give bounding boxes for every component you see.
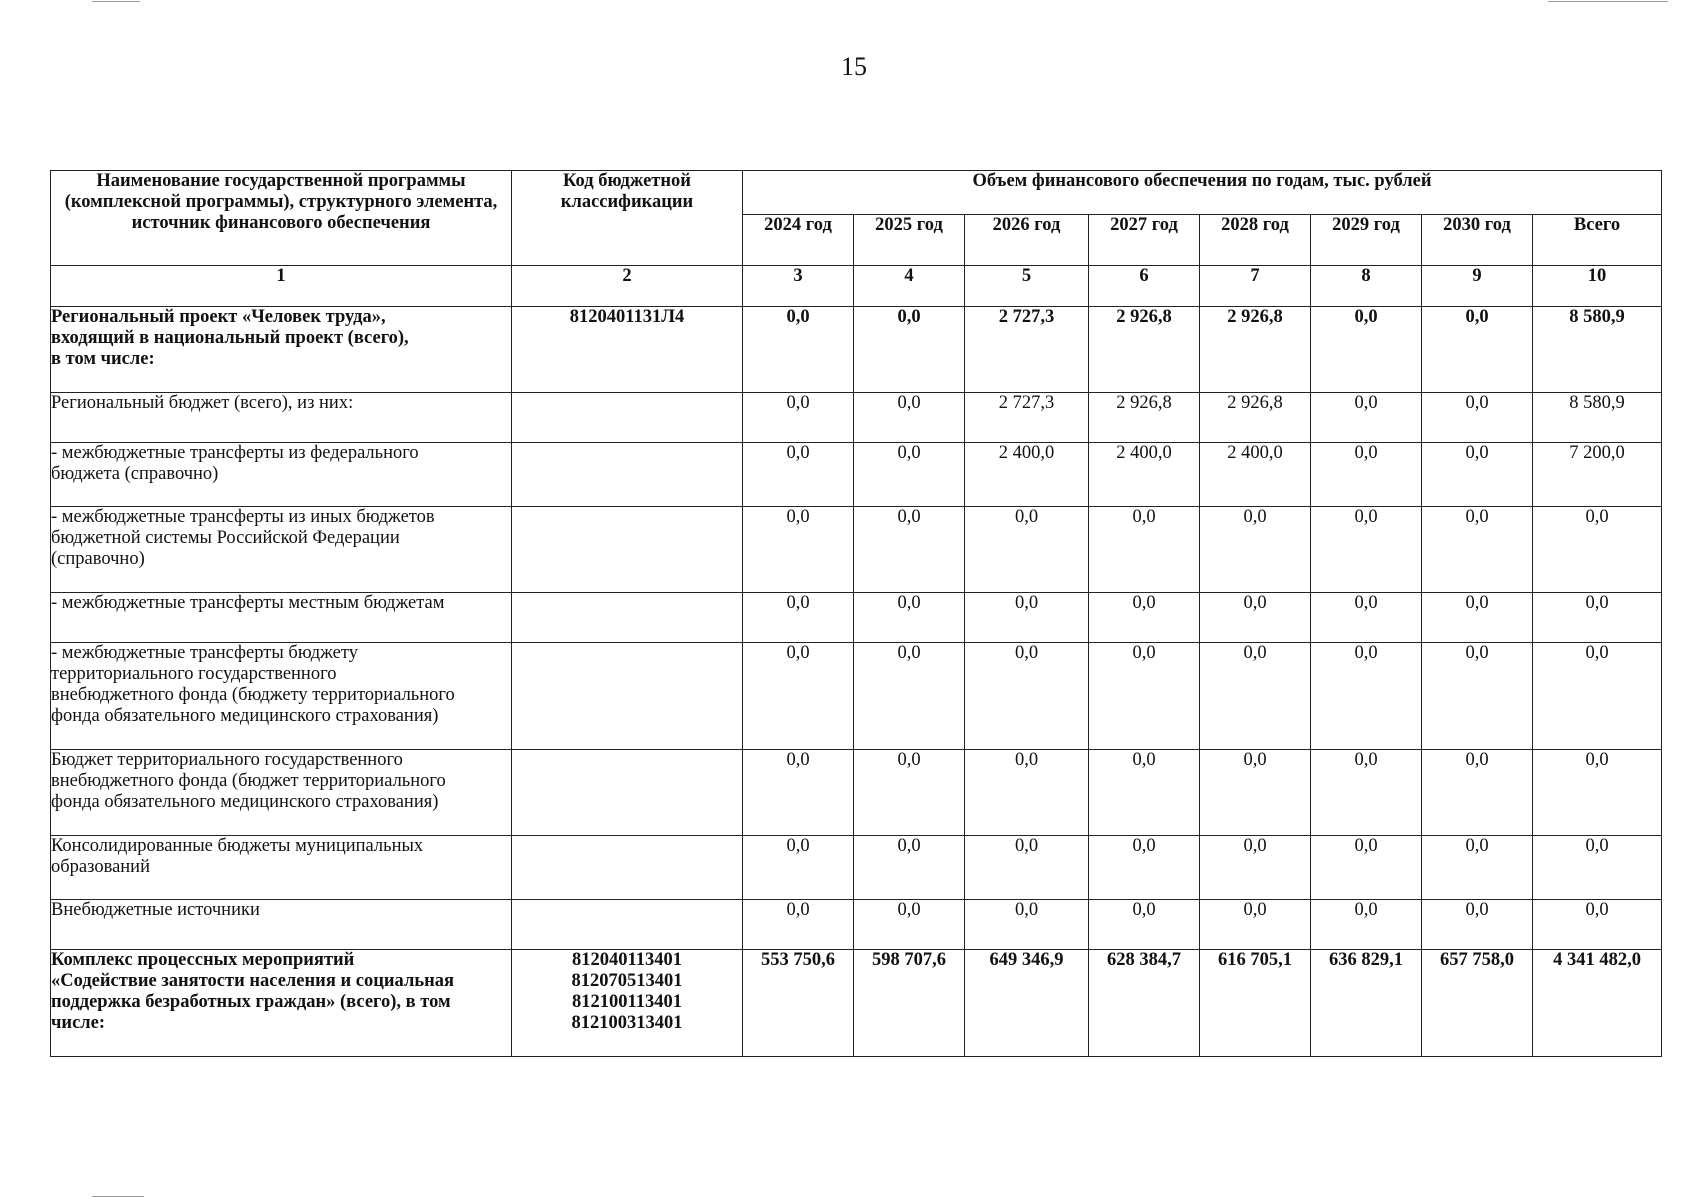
header-row-top	[51, 171, 1662, 215]
row-code-line: 812100113401	[572, 992, 682, 1012]
row-name-line: Бюджет территориального государственного	[51, 750, 403, 770]
row-name-line: внебюджетного фонда (бюджету территориального	[51, 685, 455, 705]
row-year-value: 2 727,3	[965, 307, 1089, 393]
row-year-value: 0,0	[1089, 900, 1200, 950]
row-year-value: 0,0	[743, 836, 854, 900]
row-name-line: в том числе:	[51, 349, 155, 369]
row-year-value: 0,0	[854, 750, 965, 836]
row-year-value: 0,0	[743, 900, 854, 950]
row-year-value: 0,0	[1200, 900, 1311, 950]
row-year-value: 636 829,1	[1311, 950, 1422, 1057]
scan-mark	[1548, 1, 1668, 2]
row-year-value: 0,0	[1200, 643, 1311, 750]
row-year-value: 0,0	[1311, 750, 1422, 836]
row-year-value: 0,0	[1422, 307, 1533, 393]
row-code	[512, 643, 743, 750]
table-row	[51, 643, 1662, 750]
row-year-value: 0,0	[1089, 643, 1200, 750]
financing-table	[50, 170, 1662, 1057]
row-year-value: 0,0	[1200, 593, 1311, 643]
row-total-value: 0,0	[1533, 750, 1662, 836]
row-year-value: 0,0	[1422, 643, 1533, 750]
row-year-value: 0,0	[1311, 900, 1422, 950]
row-name-line: Региональный проект «Человек труда»,	[51, 307, 386, 327]
row-total-value: 0,0	[1533, 593, 1662, 643]
row-name-line: - межбюджетные трансферты бюджету	[51, 643, 358, 663]
header-year: 2030 год	[1422, 215, 1533, 266]
page-number: 15	[841, 52, 867, 81]
row-year-value: 0,0	[1089, 507, 1200, 593]
table-row	[51, 900, 1662, 950]
row-total-value: 8 580,9	[1533, 307, 1662, 393]
row-name-line: Консолидированные бюджеты муниципальных	[51, 836, 424, 856]
row-year-value: 0,0	[1311, 836, 1422, 900]
row-name-line: - межбюджетные трансферты из иных бюджетов	[51, 507, 435, 527]
row-code	[512, 900, 743, 950]
header-year: 2026 год	[965, 215, 1089, 266]
row-name-line: - межбюджетные трансферты из федерального	[51, 443, 419, 463]
row-year-value: 0,0	[1422, 836, 1533, 900]
row-year-value: 0,0	[743, 593, 854, 643]
row-year-value: 598 707,6	[854, 950, 965, 1057]
row-name	[51, 750, 512, 836]
row-year-value: 0,0	[1311, 307, 1422, 393]
row-year-value: 0,0	[965, 836, 1089, 900]
row-total-value: 8 580,9	[1533, 393, 1662, 443]
column-number: 5	[965, 266, 1089, 307]
row-year-value: 0,0	[1422, 507, 1533, 593]
row-year-value: 2 400,0	[965, 443, 1089, 507]
row-name	[51, 643, 512, 750]
row-total-value: 0,0	[1533, 507, 1662, 593]
row-name-line: - межбюджетные трансферты местным бюджетам	[51, 593, 445, 613]
row-year-value: 649 346,9	[965, 950, 1089, 1057]
row-name	[51, 393, 512, 443]
header-year: 2024 год	[743, 215, 854, 266]
row-code-line: 812100313401	[571, 1013, 683, 1033]
column-number-row	[51, 266, 1662, 307]
row-code	[512, 593, 743, 643]
row-name	[51, 443, 512, 507]
row-name-line: поддержка безработных граждан» (всего), в том	[51, 992, 451, 1012]
row-year-value: 0,0	[854, 836, 965, 900]
row-code-line: 812070513401	[571, 971, 683, 991]
table-row	[51, 307, 1662, 393]
row-year-value: 0,0	[965, 507, 1089, 593]
row-year-value: 0,0	[743, 643, 854, 750]
row-year-value: 0,0	[743, 443, 854, 507]
row-year-value: 0,0	[965, 900, 1089, 950]
column-number: 3	[743, 266, 854, 307]
row-year-value: 0,0	[1422, 750, 1533, 836]
row-year-value: 0,0	[1422, 593, 1533, 643]
row-code-line: 8120401131Л4	[569, 307, 685, 327]
row-name	[51, 950, 512, 1057]
row-code	[512, 393, 743, 443]
row-year-value: 0,0	[1089, 593, 1200, 643]
row-name-line: Региональный бюджет (всего), из них:	[51, 393, 354, 413]
row-name-line: бюджета (справочно)	[51, 464, 219, 484]
header-code: Код бюджетной классификации	[512, 171, 743, 266]
header-year: 2027 год	[1089, 215, 1200, 266]
row-name-line: входящий в национальный проект (всего),	[51, 328, 409, 348]
row-total-value: 0,0	[1533, 836, 1662, 900]
row-code	[512, 750, 743, 836]
row-name-line: внебюджетного фонда (бюджет территориального	[51, 771, 446, 791]
row-year-value: 0,0	[743, 750, 854, 836]
row-year-value: 0,0	[1311, 643, 1422, 750]
row-year-value: 657 758,0	[1422, 950, 1533, 1057]
column-number: 1	[51, 266, 512, 307]
header-funding-group: Объем финансового обеспечения по годам, тыс. рублей	[743, 171, 1662, 215]
row-total-value: 0,0	[1533, 900, 1662, 950]
row-year-value: 2 926,8	[1089, 393, 1200, 443]
row-year-value: 2 400,0	[1200, 443, 1311, 507]
row-name-line: фонда обязательного медицинского страхования)	[51, 706, 439, 726]
header-name: Наименование государственной программы (комплексной программы), структурного элемента, источник финансового обеспечения	[51, 171, 512, 266]
header-year: 2029 год	[1311, 215, 1422, 266]
row-code	[512, 950, 743, 1057]
row-year-value: 0,0	[743, 307, 854, 393]
row-total-value: 4 341 482,0	[1533, 950, 1662, 1057]
row-year-value: 0,0	[854, 643, 965, 750]
row-year-value: 0,0	[1422, 900, 1533, 950]
row-year-value: 0,0	[1200, 750, 1311, 836]
column-number: 4	[854, 266, 965, 307]
scan-mark	[92, 1, 140, 2]
row-year-value: 2 727,3	[965, 393, 1089, 443]
row-year-value: 0,0	[854, 393, 965, 443]
header-total: Всего	[1533, 215, 1662, 266]
row-year-value: 0,0	[854, 507, 965, 593]
column-number: 8	[1311, 266, 1422, 307]
row-name-line: числе:	[51, 1013, 106, 1033]
row-year-value: 2 926,8	[1200, 393, 1311, 443]
row-year-value: 0,0	[854, 307, 965, 393]
row-year-value: 0,0	[1089, 750, 1200, 836]
table-row	[51, 950, 1662, 1057]
row-year-value: 0,0	[965, 750, 1089, 836]
row-year-value: 0,0	[743, 507, 854, 593]
row-code-line: 812040113401	[572, 950, 682, 970]
row-code	[512, 307, 743, 393]
row-year-value: 0,0	[1089, 836, 1200, 900]
row-year-value: 2 400,0	[1089, 443, 1200, 507]
row-year-value: 0,0	[965, 593, 1089, 643]
row-year-value: 0,0	[854, 593, 965, 643]
row-code	[512, 443, 743, 507]
header-year: 2028 год	[1200, 215, 1311, 266]
row-year-value: 616 705,1	[1200, 950, 1311, 1057]
scan-mark	[92, 1196, 144, 1197]
row-total-value: 7 200,0	[1533, 443, 1662, 507]
row-name	[51, 593, 512, 643]
row-year-value: 0,0	[1200, 507, 1311, 593]
row-year-value: 0,0	[1422, 393, 1533, 443]
row-name-line: Внебюджетные источники	[51, 900, 260, 920]
row-name	[51, 836, 512, 900]
table-row	[51, 593, 1662, 643]
column-number: 6	[1089, 266, 1200, 307]
row-total-value: 0,0	[1533, 643, 1662, 750]
row-year-value: 2 926,8	[1200, 307, 1311, 393]
row-year-value: 0,0	[1311, 507, 1422, 593]
row-year-value: 0,0	[854, 900, 965, 950]
row-code	[512, 836, 743, 900]
row-year-value: 0,0	[854, 443, 965, 507]
row-name-line: бюджетной системы Российской Федерации	[51, 528, 400, 548]
row-year-value: 0,0	[1422, 443, 1533, 507]
row-name-line: территориального государственного	[51, 664, 337, 684]
table-row	[51, 836, 1662, 900]
row-code	[512, 507, 743, 593]
row-year-value: 553 750,6	[743, 950, 854, 1057]
row-year-value: 0,0	[1311, 593, 1422, 643]
row-year-value: 0,0	[965, 643, 1089, 750]
column-number: 7	[1200, 266, 1311, 307]
table-row	[51, 507, 1662, 593]
column-number: 2	[512, 266, 743, 307]
row-year-value: 0,0	[743, 393, 854, 443]
table-row	[51, 750, 1662, 836]
row-name	[51, 307, 512, 393]
row-name-line: «Содействие занятости населения и социальная	[51, 971, 455, 991]
row-name	[51, 900, 512, 950]
row-year-value: 0,0	[1311, 443, 1422, 507]
row-year-value: 628 384,7	[1089, 950, 1200, 1057]
column-number: 9	[1422, 266, 1533, 307]
row-year-value: 0,0	[1200, 836, 1311, 900]
table-row	[51, 393, 1662, 443]
row-year-value: 0,0	[1311, 393, 1422, 443]
column-number: 10	[1533, 266, 1662, 307]
row-name-line: Комплекс процессных мероприятий	[51, 950, 355, 970]
row-name-line: фонда обязательного медицинского страхования)	[51, 792, 439, 812]
header-year: 2025 год	[854, 215, 965, 266]
table-row	[51, 443, 1662, 507]
row-year-value: 2 926,8	[1089, 307, 1200, 393]
row-name	[51, 507, 512, 593]
row-name-line: (справочно)	[51, 549, 145, 569]
row-name-line: образований	[51, 857, 150, 877]
